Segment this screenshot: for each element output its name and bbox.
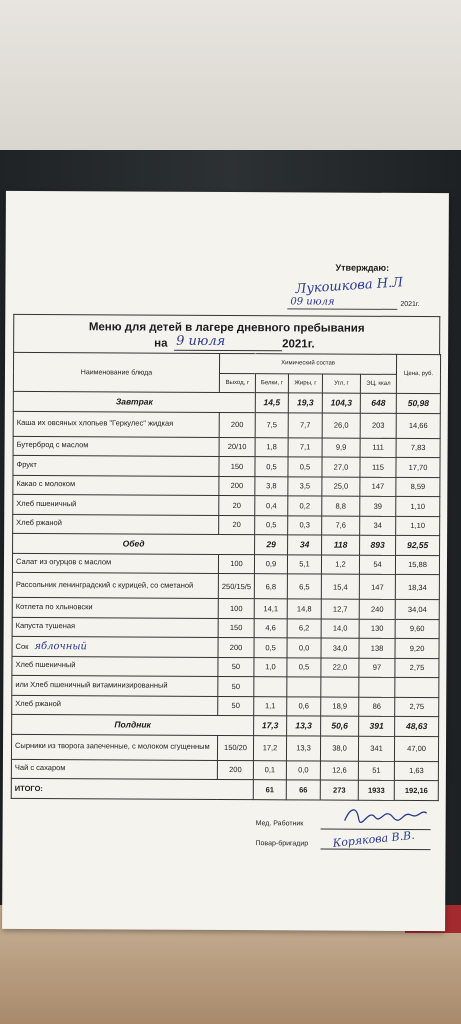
dish-protein: 0,5 [254,638,287,658]
dish-carb: 18,9 [321,697,359,717]
dish-row [13,455,440,477]
dish-name [12,617,218,638]
dish-fat: 0,3 [288,515,322,535]
section-total-protein: 14,5 [255,393,288,413]
section-row [12,714,439,736]
dish-name-text: Чай с сахаром [14,763,66,773]
dish-output: 50 [218,696,254,716]
dish-protein: 0,5 [255,515,288,535]
dish-fat: 14,8 [287,599,321,619]
header-chem: Химический состав [219,353,396,373]
dish-price: 2,75 [395,658,439,678]
dish-name-text: Каша их овсяных хлопьев "Геркулес" жидкая [16,418,174,428]
header-price: Цена, руб. [396,354,440,393]
dish-protein: 14,1 [254,599,287,619]
dish-row [13,475,440,497]
dish-name [13,475,219,496]
dish-row [12,636,439,658]
dish-name-text: Хлеб ржаной [16,518,62,528]
dish-name-text: Хлеб ржаной [15,699,61,709]
section-total-price: 50,98 [396,393,440,413]
dish-output: 100 [218,598,254,618]
dish-output: 250/15/5 [218,573,254,598]
cook-signature: Корякова В.В. [332,828,416,850]
dish-name [12,695,218,716]
section-total-protein: 17,3 [254,716,287,736]
dish-fat [287,677,321,697]
menu-title: Меню для детей в лагере дневного пребывания [88,321,365,335]
wall-background [0,0,461,150]
dish-price: 17,70 [396,457,440,477]
dish-fat: 6,5 [287,574,321,599]
dish-carb: 25,0 [322,477,360,497]
dish-carb: 26,0 [322,413,360,438]
dish-name [13,514,219,535]
dish-carb: 27,0 [322,457,360,477]
section-total-fat: 19,3 [288,393,322,413]
dish-name-text: Капуста тушеная [15,621,76,631]
dish-name-text: Какао с молоком [16,479,76,489]
dish-price: 1,10 [396,496,440,516]
dish-name-text: Рассольник ленинградский с курицей, со сметаной [15,579,194,590]
dish-fat: 0,2 [288,496,322,516]
section-total-carb: 50,6 [321,716,359,736]
dish-protein: 1,8 [255,437,288,457]
dish-price: 2,75 [395,697,439,717]
title-box [13,314,440,355]
dish-row [13,514,440,536]
total-energy: 1933 [358,780,394,800]
dish-carb [321,677,359,697]
dish-name-text: или Хлеб пшеничный витаминизированный [15,679,168,690]
dish-fat: 0,5 [287,657,321,677]
dish-row [12,597,439,619]
dish-name [13,494,219,515]
dish-protein: 6,8 [254,574,287,599]
dish-output: 20 [219,515,255,535]
dish-row [11,759,438,781]
header-name: Наименование блюда [13,352,219,392]
dish-energy: 203 [360,413,396,438]
dish-fat: 5,1 [287,554,321,574]
title-prefix: на [154,337,168,350]
dish-price [395,677,439,697]
dish-fat: 7,1 [288,437,322,457]
dish-energy [359,677,395,697]
dish-energy: 34 [360,516,396,536]
header-protein: Белки, г [255,373,288,393]
total-price: 192,16 [394,780,438,800]
section-total-energy: 648 [360,393,396,413]
dish-protein: 7,5 [255,412,288,437]
dish-row [12,572,439,599]
header-output: Выход, г [219,373,255,393]
dish-carb: 15,4 [321,574,359,599]
dish-carb: 14,0 [321,619,359,639]
menu-table [11,352,441,801]
dish-name [12,656,218,677]
dish-name [13,455,219,476]
dish-fat: 13,3 [286,735,320,760]
approve-underline [287,308,397,310]
dish-carb: 38,0 [320,736,358,761]
dish-energy: 147 [360,477,396,497]
dish-fat: 7,7 [288,412,322,437]
dish-name [12,636,218,657]
dish-carb: 1,2 [321,555,359,575]
dish-energy: 86 [359,697,395,717]
section-title: Обед [13,533,255,554]
dish-energy: 115 [360,457,396,477]
dish-output: 200 [218,637,254,657]
dish-row [12,553,439,575]
section-row [13,533,440,555]
header-fat: Жиры, г [288,373,322,393]
section-total-carb: 104,3 [322,393,360,413]
dish-energy: 39 [360,496,396,516]
total-label: ИТОГО: [11,778,253,799]
dish-name [13,436,219,457]
dish-energy: 240 [359,599,395,619]
title-date: 9 июля [176,333,226,349]
dish-name [13,411,219,437]
dish-output: 200 [219,476,255,496]
handwritten-note: яблочный [34,640,87,652]
dish-energy: 54 [359,555,395,575]
section-row [13,391,440,413]
dish-protein [254,677,287,697]
section-total-fat: 34 [288,535,322,555]
dish-output: 50 [218,676,254,696]
dish-row [13,411,440,438]
dish-name-text: Хлеб пшеничный [16,498,77,509]
med-worker-label: Мед. Работник [255,820,304,828]
dish-output: 150/20 [217,735,253,760]
med-worker-signature [341,805,431,827]
dish-output: 50 [218,657,254,677]
dish-price: 1,10 [396,516,440,536]
dish-carb: 9,9 [322,438,360,458]
section-total-energy: 893 [360,535,396,555]
approver-signature: Лукошкова Н.Л [295,275,404,298]
dish-energy: 51 [358,761,394,781]
dish-protein: 0,5 [255,457,288,477]
dish-protein: 0,4 [255,496,288,516]
dish-price: 47,00 [395,736,439,761]
dish-carb: 34,0 [321,638,359,658]
title-year: 2021г. [282,338,315,351]
dish-fat: 0,6 [287,696,321,716]
cook-label: Повар-бригадир [255,840,309,848]
dish-row [13,494,440,516]
dish-row [11,734,438,761]
section-title: Полдник [12,714,254,735]
dish-price: 34,04 [395,599,439,619]
menu-sheet [2,191,449,931]
dish-energy: 111 [360,438,396,458]
dish-name-text: Сырники из творога запеченные, с молоком сгущенным [15,741,210,752]
total-carb: 273 [320,780,358,800]
total-row [11,778,438,800]
total-protein: 61 [253,780,286,800]
dish-carb: 22,0 [321,658,359,678]
section-total-protein: 29 [255,535,288,555]
dish-fat: 3,5 [288,476,322,496]
dish-name-text: Фрукт [16,459,37,469]
section-total-carb: 118 [322,535,360,555]
header-carb: Угл, г [322,374,360,394]
dish-carb: 12,6 [320,760,358,780]
dish-row [12,675,439,697]
dish-output: 20/10 [219,437,255,457]
dish-name [12,597,218,618]
section-total-price: 92,55 [396,535,440,555]
dish-protein: 1,1 [254,696,287,716]
dish-row [12,656,439,678]
section-total-fat: 13,3 [287,716,321,736]
dish-name [11,759,217,780]
dish-protein: 4,6 [254,618,287,638]
total-fat: 66 [286,780,320,800]
dish-energy: 147 [359,574,395,599]
section-title: Завтрак [13,391,255,412]
dish-output: 200 [217,760,253,780]
header-row [13,352,440,374]
dish-price: 1,63 [394,761,438,781]
dish-price: 18,34 [395,574,439,599]
dish-fat: 0,0 [287,638,321,658]
dish-energy: 138 [359,638,395,658]
dish-fat: 0,5 [288,457,322,477]
dish-carb: 12,7 [321,599,359,619]
dish-output: 150 [219,456,255,476]
dish-name-text: Хлеб пшеничный [15,660,76,670]
dish-fat: 0,0 [286,760,320,780]
dish-protein: 3,8 [255,476,288,496]
dish-name [12,553,218,574]
dish-name [12,572,218,598]
approve-year: 2021г. [400,300,420,309]
dish-row [12,617,439,639]
dish-protein: 0,9 [254,554,287,574]
dish-name-text: Сок [15,641,29,651]
dish-price: 15,88 [395,555,439,575]
dish-output: 150 [218,618,254,638]
dish-protein: 1,0 [254,657,287,677]
dish-protein: 17,2 [253,735,286,760]
dish-name-text: Бутерброд с маслом [16,440,89,450]
dish-output: 200 [219,412,255,437]
approve-date: 09 июля [290,296,335,308]
dish-energy: 130 [359,619,395,639]
header-energy: ЭЦ, ккал [360,374,396,394]
dish-output: 20 [219,495,255,515]
dish-fat: 6,2 [287,618,321,638]
approve-label: Утверждаю: [335,262,390,273]
dish-price: 9,20 [395,638,439,658]
dish-price: 9,60 [395,619,439,639]
dish-price: 8,59 [396,477,440,497]
dish-carb: 8,8 [322,496,360,516]
dish-row [12,695,439,717]
dish-name-text: Салат из огурцов с маслом [15,557,112,567]
dish-protein: 0,1 [253,760,286,780]
dish-name-text: Котлета по хлыновски [15,601,93,612]
section-total-price: 48,63 [395,716,439,736]
dish-row [13,436,440,458]
section-total-energy: 391 [359,716,395,736]
dish-name [12,675,218,696]
dish-energy: 341 [358,736,394,761]
title-date-underline [174,350,282,352]
dish-price: 14,66 [396,413,440,438]
dish-name [11,734,217,760]
dish-energy: 97 [359,658,395,678]
dish-price: 7,83 [396,438,440,458]
dish-output: 100 [218,554,254,574]
dish-carb: 7,6 [322,516,360,536]
